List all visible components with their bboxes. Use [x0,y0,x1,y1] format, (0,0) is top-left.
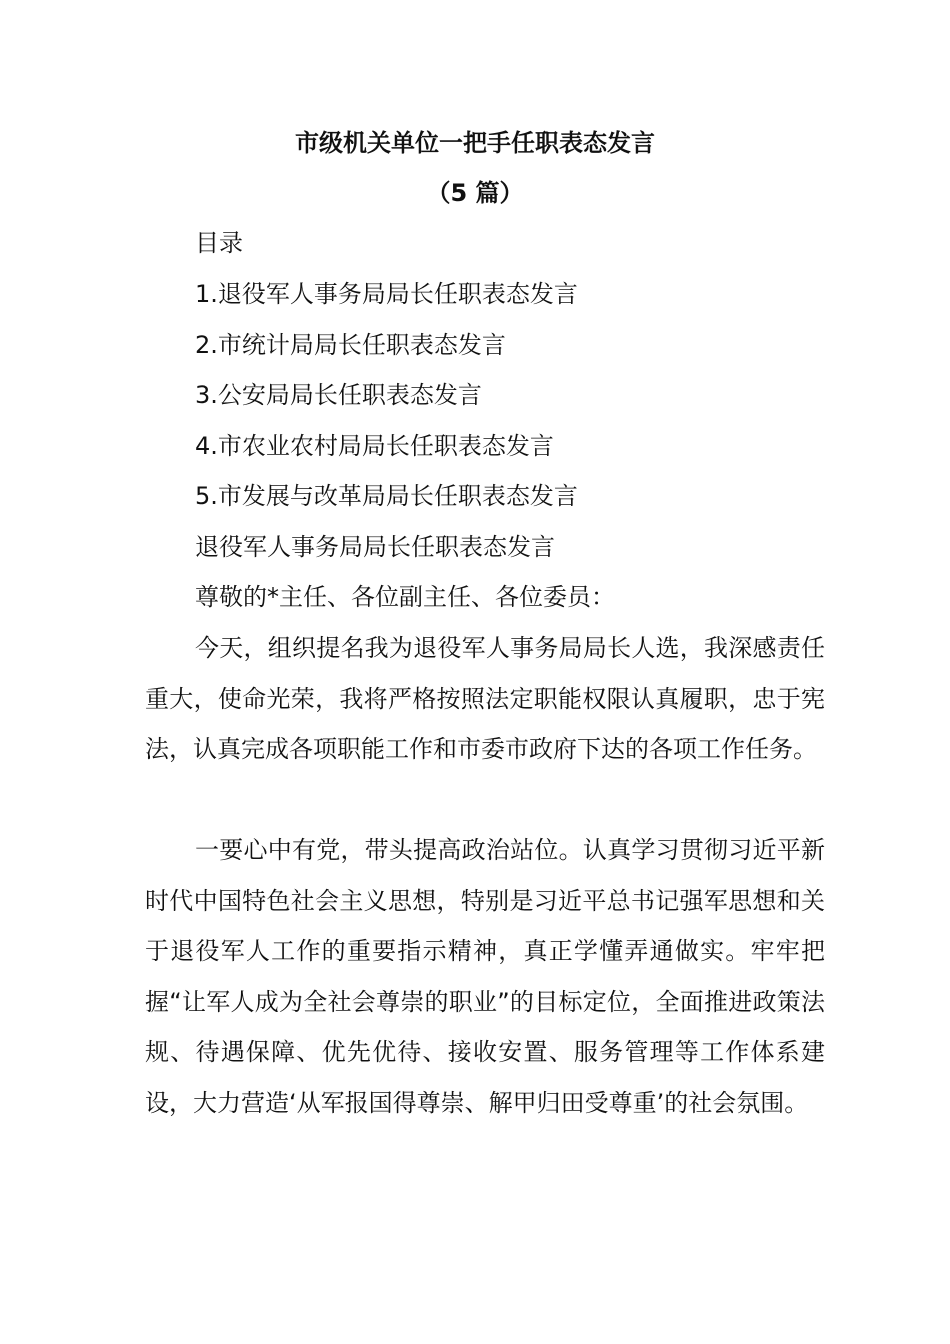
toc-heading: 目录 [195,229,243,257]
body-paragraph: 一要心中有党，带头提高政治站位。认真学习贯彻习近平新时代中国特色社会主义思想，特别是习近平总书记强军思想和关于退役军人工作的重要指示精神，真正学懂弄通做实。牢牢把握“让军人成为全社会尊崇的职业”的目标定位，全面推进政策法规、待遇保障、优先优待、接收安置、服务管理等工作体系建设，大力营造‘从军报国得尊崇、解甲归田受尊重’的社会氛围。 [145,836,825,1117]
toc-item: 2.市统计局局长任职表态发言 [195,331,506,359]
salutation: 尊敬的*主任、各位副主任、各位委员： [195,583,615,611]
toc-item: 3.公安局局长任职表态发言 [195,381,482,409]
body-paragraph: 今天，组织提名我为退役军人事务局局长人选，我深感责任重大，使命光荣，我将严格按照法定职能权限认真履职，忠于宪法，认真完成各项职能工作和市委市政府下达的各项工作任务。 [145,634,825,764]
toc-item: 5.市发展与改革局局长任职表态发言 [195,482,578,510]
toc-item: 1.退役军人事务局局长任职表态发言 [195,280,578,308]
toc-item: 4.市农业农村局局长任职表态发言 [195,432,554,460]
document-subtitle: （5 篇） [426,179,524,207]
section-title: 退役军人事务局局长任职表态发言 [195,533,555,561]
document-title: 市级机关单位一把手任职表态发言 [295,129,655,157]
